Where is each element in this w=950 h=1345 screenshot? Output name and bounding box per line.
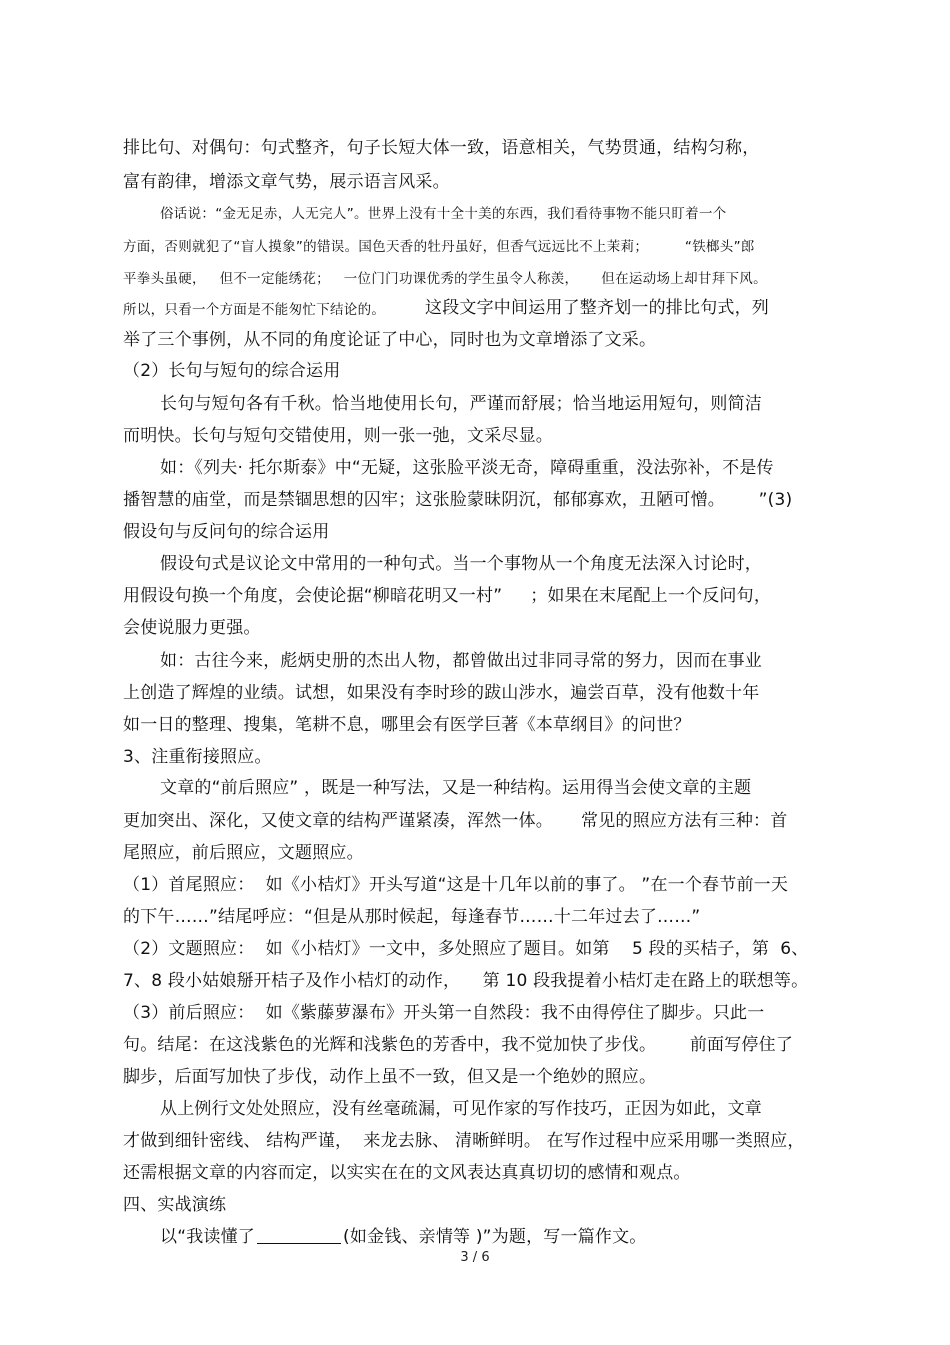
text-line: 播智慧的庙堂，而是禁锢思想的囚牢；这张脸蒙昧阴沉，郁郁寡欢，丑陋可憎。 ”(3) [123,490,793,510]
text-line: 还需根据文章的内容而定，以实实在在的文风表达真真切切的感情和观点。 [123,1163,691,1183]
text-line: 富有韵律，增添文章气势，展示语言风采。 [123,172,450,192]
text-line: 脚步，后面写加快了步伐，动作上虽不一致，但又是一个绝妙的照应。 [123,1067,657,1087]
fill-in-blank [257,1227,341,1244]
text-line: （1）首尾照应： 如《小桔灯》开头写道“这是十几年以前的事了。 ”在一个春节前一天 [123,875,789,895]
text-line: 方面，否则就犯了“盲人摸象”的错误。国色天香的牡丹虽好，但香气远远比不上茉莉； “铁榔头”郎 [123,239,755,255]
practice-suffix: (如金钱、亲情等 )”为题，写一篇作文。 [343,1227,647,1247]
practice-prompt [160,1226,950,1248]
text-line: 的下午……”结尾呼应：“但是从那时候起，每逢春节……十二年过去了……” [123,907,701,927]
text-line: 句。结尾：在这浅紫色的光辉和浅紫色的芳香中，我不觉加快了步伐。 前面写停住了 [123,1035,794,1055]
text-line: 举了三个事例，从不同的角度论证了中心，同时也为文章增添了文采。 [123,330,657,350]
text-line: 这段文字中间运用了整齐划一的排比句式，列 [425,298,769,318]
text-line: 平拳头虽硬， 但不一定能绣花； 一位门门功课优秀的学生虽令人称羡， 但在运动场上却甘拜下风。 [123,271,767,287]
text-line: 才做到细针密线、 结构严谨， 来龙去脉、 清晰鲜明。 在写作过程中应采用哪一类照应， [123,1131,805,1151]
text-line: 如：《列夫· 托尔斯泰》中“无疑，这张脸平淡无奇，障碍重重，没法弥补，不是传 [160,458,774,478]
section-heading: 假设句与反问句的综合运用 [123,522,330,542]
text-line: 更加突出、深化，又使文章的结构严谨紧凑，浑然一体。 常见的照应方法有三种：首 [123,811,788,831]
text-line: 所以，只看一个方面是不能匆忙下结论的。 [123,302,386,318]
text-line: 如：古往今来，彪炳史册的杰出人物，都曾做出过非同寻常的努力，因而在事业 [160,651,762,671]
text-line: 而明快。长句与短句交错使用，则一张一弛，文采尽显。 [123,426,553,446]
text-line: 假设句式是议论文中常用的一种句式。当一个事物从一个角度无法深入讨论时， [160,554,762,574]
text-line: 从上例行文处处照应，没有丝毫疏漏，可见作家的写作技巧，正因为如此，文章 [160,1099,762,1119]
practice-prefix: 以“我读懂了 [160,1227,256,1247]
text-line: （2）文题照应： 如《小桔灯》一文中，多处照应了题目。如第 5 段的买桔子，第 6、 [123,939,809,959]
text-line: 文章的“前后照应” ，既是一种写法，又是一种结构。运用得当会使文章的主题 [160,778,752,798]
section-heading: （2）长句与短句的综合运用 [123,361,341,381]
text-line: 上创造了辉煌的业绩。试想，如果没有李时珍的跋山涉水，遍尝百草，没有他数十年 [123,683,760,703]
section-heading: 3、注重衔接照应。 [123,747,272,767]
text-line: 会使说服力更强。 [123,618,261,638]
text-line: 如一日的整理、搜集，笔耕不息，哪里会有医学巨著《本草纲目》的问世？ [123,715,691,735]
text-line: 7、8 段小姑娘掰开桔子及作小桔灯的动作， 第 10 段我提着小桔灯走在路上的联想等。 [123,971,809,991]
section-heading: 四、实战演练 [123,1195,227,1215]
text-line: （3）前后照应： 如《紫藤萝瀑布》开头第一自然段：我不由得停住了脚步。只此一 [123,1003,765,1023]
text-line: 排比句、对偶句：句式整齐，句子长短大体一致，语意相关，气势贯通，结构匀称， [123,138,760,158]
text-line: 用假设句换一个角度，会使论据“柳暗花明又一村” ；如果在末尾配上一个反问句， [123,586,772,606]
text-line: 尾照应，前后照应，文题照应。 [123,843,364,863]
page-number: 3 / 6 [460,1250,490,1265]
text-line: 长句与短句各有千秋。恰当地使用长句，严谨而舒展；恰当地运用短句，则简洁 [160,394,762,414]
text-line: 俗话说：“金无足赤，人无完人”。世界上没有十全十美的东西，我们看待事物不能只盯着一个 [160,206,727,222]
